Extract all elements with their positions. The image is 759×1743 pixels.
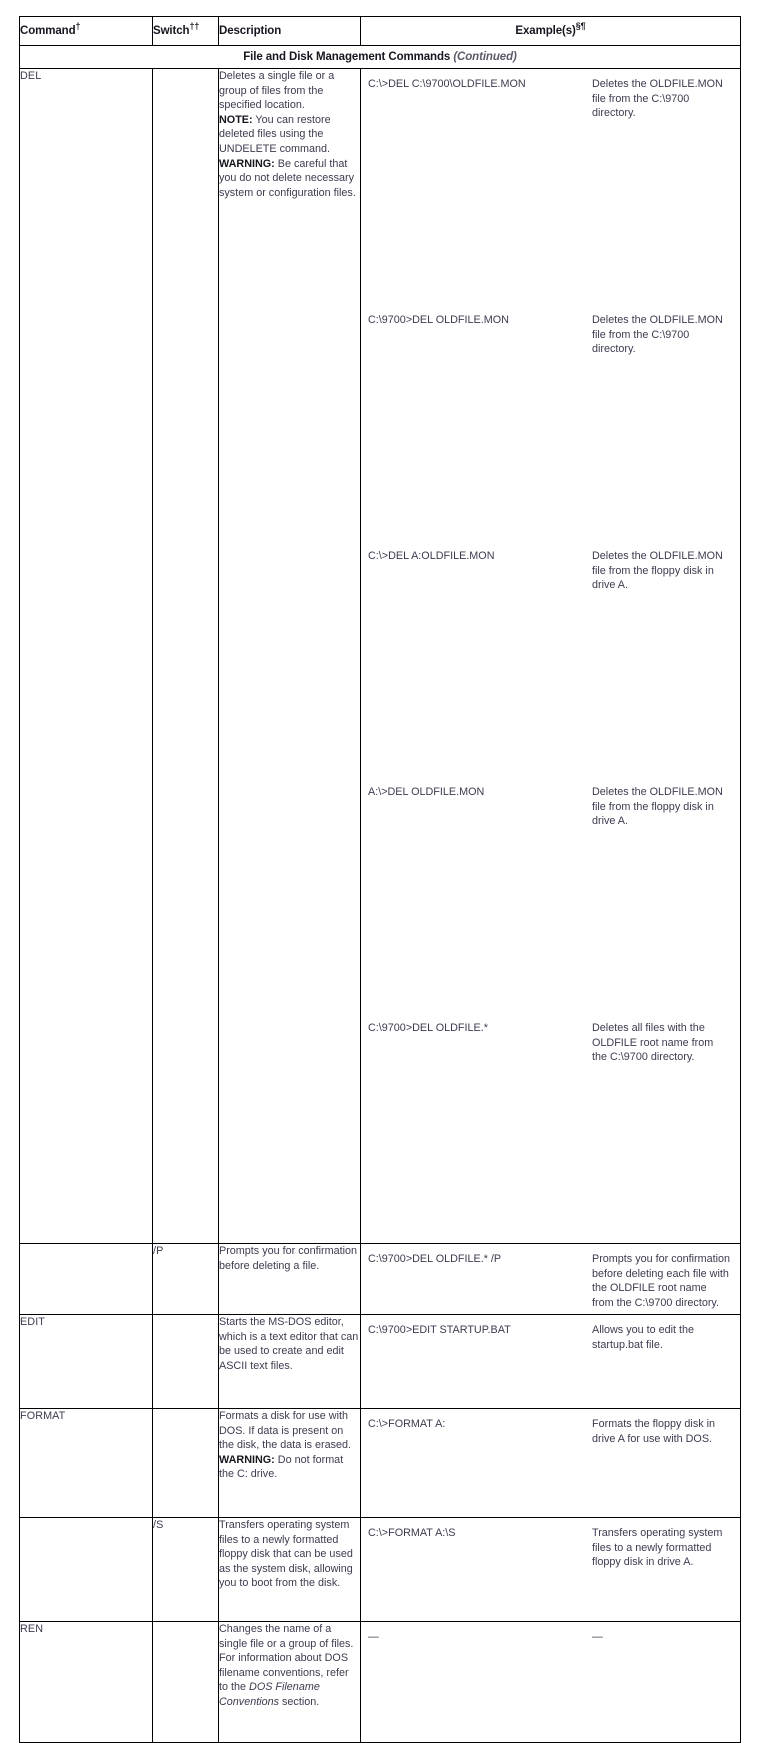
section-banner-continued: (Continued) <box>453 51 517 63</box>
section-banner-row <box>20 46 741 69</box>
example-command: — <box>361 1622 584 1742</box>
table-row <box>20 1244 741 1315</box>
example-result: Deletes the OLDFILE.MON file from the floppy disk in drive A. <box>584 535 740 771</box>
description-warning <box>219 1453 360 1482</box>
description-warning <box>219 157 360 201</box>
example-row <box>361 535 740 771</box>
cell-examples <box>361 1315 741 1409</box>
warning-text: Be careful that you do not delete necessary system or configuration files. <box>219 157 356 199</box>
note-label: NOTE: <box>219 113 253 126</box>
table-row <box>20 1518 741 1622</box>
description-text: Transfers operating system files to a newly formatted floppy disk that can be used as the system disk, allowing you to boot from the disk. <box>219 1519 353 1590</box>
example-row <box>361 69 740 299</box>
examples-grid <box>361 1518 740 1621</box>
example-result: Deletes the OLDFILE.MON file from the C:\9700 directory. <box>584 299 740 535</box>
examples-grid <box>361 1315 740 1408</box>
table-row <box>20 1315 741 1409</box>
description-paragraph <box>219 1244 360 1273</box>
description-paragraph <box>219 1409 360 1453</box>
table-row <box>20 69 741 1244</box>
example-command: C:\9700>DEL OLDFILE.MON <box>361 299 584 535</box>
example-row <box>361 1518 740 1621</box>
column-header-description-label: Description <box>219 25 282 37</box>
column-header-command <box>20 17 153 46</box>
warning-label: WARNING: <box>219 1453 275 1466</box>
example-result: Formats the floppy disk in drive A for use with DOS. <box>584 1409 740 1517</box>
example-row <box>361 299 740 535</box>
description-text-tail: section. <box>279 1695 320 1708</box>
cell-switch: /P <box>153 1244 219 1315</box>
example-command: C:\>DEL C:\9700\OLDFILE.MON <box>361 69 584 299</box>
cell-description <box>219 1622 361 1743</box>
example-command: C:\>FORMAT A: <box>361 1409 584 1517</box>
description-paragraph <box>219 1622 360 1710</box>
example-row <box>361 1007 740 1243</box>
cell-switch <box>153 1409 219 1518</box>
description-paragraph <box>219 1518 360 1591</box>
cell-examples <box>361 1409 741 1518</box>
section-banner-title: File and Disk Management Commands <box>243 51 451 63</box>
cell-switch <box>153 1315 219 1409</box>
cell-command: EDIT <box>20 1315 153 1409</box>
cell-examples <box>361 1622 741 1743</box>
examples-footnote-marker: §¶ <box>575 21 586 32</box>
cell-description <box>219 69 361 1244</box>
cell-command <box>20 1518 153 1622</box>
cell-description <box>219 1315 361 1409</box>
column-header-examples-label: Example(s) <box>515 25 576 37</box>
cell-examples <box>361 1518 741 1622</box>
description-note <box>219 113 360 157</box>
table-row <box>20 1409 741 1518</box>
description-paragraph <box>219 1315 360 1373</box>
cell-description <box>219 1244 361 1315</box>
examples-grid <box>361 1409 740 1517</box>
description-reference-title: DOS Filename Conventions <box>219 1681 320 1708</box>
cell-switch <box>153 1622 219 1743</box>
example-row <box>361 1315 740 1408</box>
example-row <box>361 1244 740 1314</box>
example-result: Deletes the OLDFILE.MON file from the C:\9700 directory. <box>584 69 740 299</box>
example-command: C:\9700>DEL OLDFILE.* <box>361 1007 584 1243</box>
example-command: C:\9700>EDIT STARTUP.BAT <box>361 1315 584 1408</box>
cell-command: DEL <box>20 69 153 1244</box>
example-command: A:\>DEL OLDFILE.MON <box>361 771 584 1007</box>
cell-examples <box>361 1244 741 1315</box>
note-text: You can restore deleted files using the UNDELETE command. <box>219 113 331 155</box>
example-command: C:\>DEL A:OLDFILE.MON <box>361 535 584 771</box>
example-result: Transfers operating system files to a newly formatted floppy disk in drive A. <box>584 1518 740 1621</box>
cell-description <box>219 1518 361 1622</box>
cell-command <box>20 1244 153 1315</box>
description-text: Formats a disk for use with DOS. If data is present on the disk, the data is erased. <box>219 1410 352 1452</box>
example-command: C:\9700>DEL OLDFILE.* /P <box>361 1244 584 1314</box>
examples-grid <box>361 1622 740 1742</box>
description-text: Changes the name of a single file or a group of files. For information about DOS filename conventions, refer to the <box>219 1623 354 1694</box>
warning-label: WARNING: <box>219 157 275 170</box>
table-row <box>20 1622 741 1743</box>
examples-grid <box>361 69 740 1243</box>
example-result: Allows you to edit the startup.bat file. <box>584 1315 740 1408</box>
column-header-switch <box>153 17 219 46</box>
example-result: Deletes the OLDFILE.MON file from the floppy disk in drive A. <box>584 771 740 1007</box>
dos-command-reference-table <box>19 16 741 1743</box>
column-header-command-label: Command <box>20 25 76 37</box>
section-banner-cell <box>20 46 741 69</box>
warning-text: Do not format the C: drive. <box>219 1453 344 1481</box>
column-header-examples <box>361 17 741 46</box>
table-header-row <box>20 17 741 46</box>
column-header-description <box>219 17 361 46</box>
example-result: — <box>584 1622 740 1742</box>
example-row <box>361 771 740 1007</box>
cell-switch: /S <box>153 1518 219 1622</box>
cell-command: REN <box>20 1622 153 1743</box>
switch-footnote-marker: †† <box>189 21 200 32</box>
example-result: Prompts you for confirmation before deleting each file with the OLDFILE root name from the C:\9700 directory. <box>584 1244 740 1314</box>
cell-command: FORMAT <box>20 1409 153 1518</box>
cell-examples <box>361 69 741 1244</box>
command-footnote-marker: † <box>75 21 81 32</box>
examples-grid <box>361 1244 740 1314</box>
column-header-switch-label: Switch <box>153 25 190 37</box>
example-row <box>361 1409 740 1517</box>
example-row <box>361 1622 740 1742</box>
description-text: Starts the MS-DOS editor, which is a text editor that can be used to create and edit ASCII text files. <box>219 1316 359 1372</box>
description-text: Prompts you for confirmation before deleting a file. <box>219 1245 358 1272</box>
description-text: Deletes a single file or a group of files from the specified location. <box>219 70 335 112</box>
example-result: Deletes all files with the OLDFILE root name from the C:\9700 directory. <box>584 1007 740 1243</box>
example-command: C:\>FORMAT A:\S <box>361 1518 584 1621</box>
cell-description <box>219 1409 361 1518</box>
description-paragraph <box>219 69 360 113</box>
cell-switch <box>153 69 219 1244</box>
